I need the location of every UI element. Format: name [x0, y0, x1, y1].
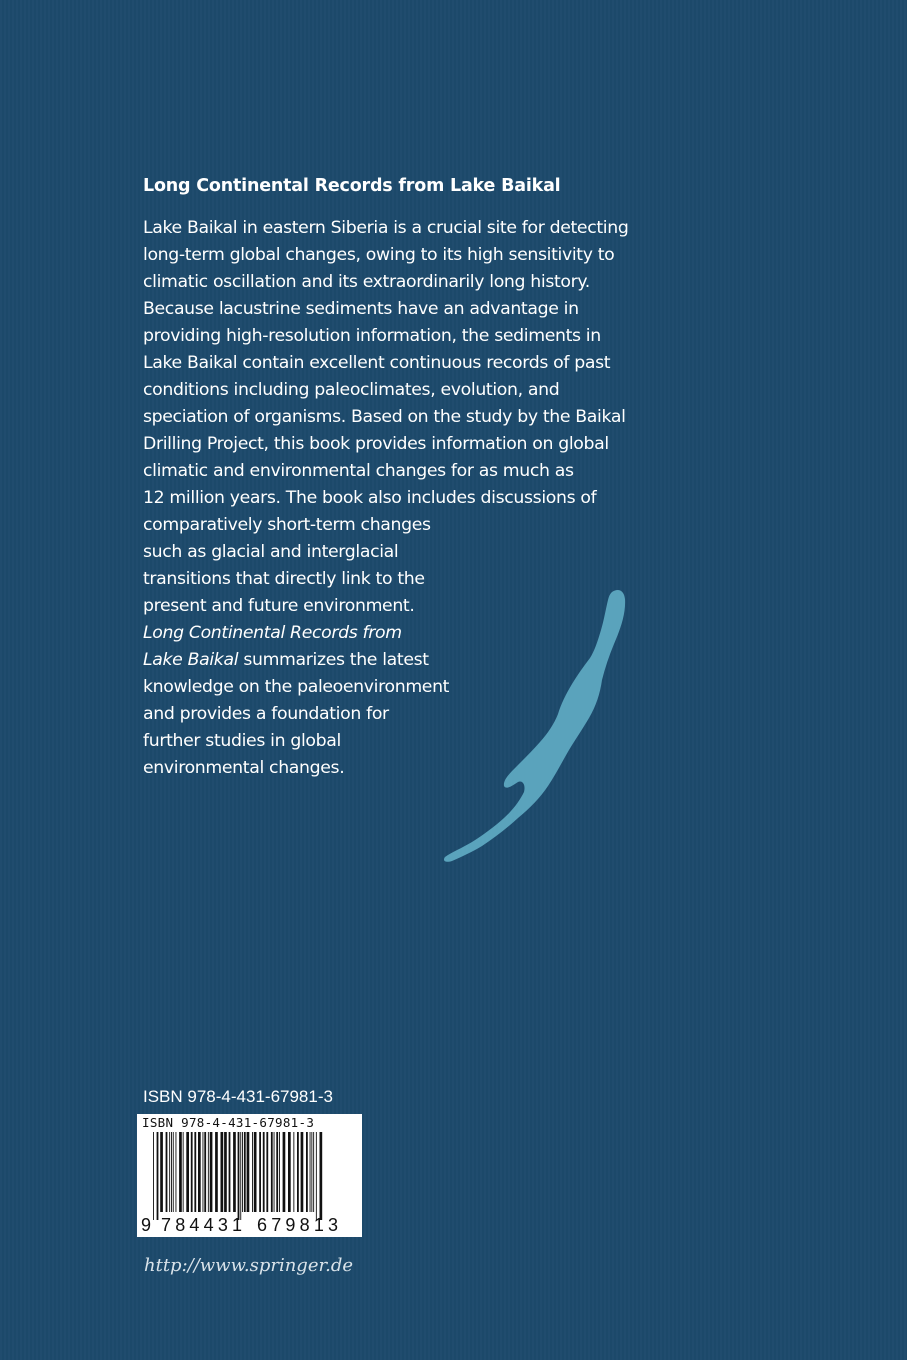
barcode-bar — [171, 1132, 172, 1212]
description-line: climatic oscillation and its extraordinarily long history. — [143, 272, 590, 292]
barcode-bar — [242, 1132, 243, 1212]
description-line: such as glacial and interglacial — [143, 542, 399, 562]
barcode-digits-right: 679813 — [257, 1215, 343, 1235]
barcode-bar — [221, 1132, 224, 1212]
barcode-bar — [198, 1132, 201, 1212]
description-line: speciation of organisms. Based on the study by the Baikal — [143, 407, 626, 427]
barcode-bar — [210, 1132, 213, 1212]
barcode-bar — [160, 1132, 163, 1212]
description-line-italic-title: Long Continental Records from — [143, 623, 402, 643]
description-line: climatic and environmental changes for as much as — [143, 461, 574, 481]
barcode-bar — [254, 1132, 257, 1212]
barcode-digits — [137, 1214, 362, 1236]
barcode-bar — [229, 1132, 231, 1212]
barcode-bar — [276, 1132, 278, 1212]
barcode-bar — [316, 1132, 317, 1220]
barcode-bar — [183, 1132, 184, 1212]
barcode-bar — [297, 1132, 299, 1212]
description-line: transitions that directly link to the — [143, 569, 425, 589]
barcode-bar — [263, 1132, 265, 1212]
barcode-bar — [233, 1132, 236, 1212]
barcode-bar — [247, 1132, 250, 1212]
barcode-bar — [191, 1132, 193, 1212]
isbn-label: ISBN 978-4-431-67981-3 — [143, 1087, 333, 1106]
isbn-barcode — [137, 1114, 362, 1237]
description-line: further studies in global — [143, 731, 341, 751]
description-line: knowledge on the paleoenvironment — [143, 677, 450, 697]
barcode-bar — [306, 1132, 308, 1212]
barcode-bar — [274, 1132, 275, 1212]
publisher-url: http://www.springer.de — [144, 1255, 353, 1276]
barcode-bar — [271, 1132, 273, 1212]
barcode-bar — [259, 1132, 261, 1212]
barcode-bar — [204, 1132, 206, 1212]
description-line: Drilling Project, this book provides information on global — [143, 434, 609, 454]
description-line: Because lacustrine sediments have an advantage in — [143, 299, 579, 319]
description-line: Lake Baikal contain excellent continuous records of past — [143, 353, 611, 373]
book-title: Long Continental Records from Lake Baikal — [143, 176, 561, 196]
barcode-bar — [293, 1132, 294, 1212]
barcode-bar — [288, 1132, 291, 1212]
barcode-bar — [186, 1132, 189, 1212]
barcode-bar — [169, 1132, 170, 1212]
description-line: Lake Baikal in eastern Siberia is a crucial site for detecting — [143, 218, 629, 238]
barcode-bar — [252, 1132, 253, 1212]
barcode-bar — [179, 1132, 182, 1212]
description-line: providing high-resolution information, the sediments in — [143, 326, 601, 346]
description-line: present and future environment. — [143, 596, 415, 616]
barcode-bar — [176, 1132, 177, 1212]
barcode-bar — [320, 1132, 323, 1220]
description-line: and provides a foundation for — [143, 704, 389, 724]
barcode-bar — [153, 1132, 154, 1220]
barcode-digit-prefix: 9 — [141, 1215, 152, 1235]
barcode-digits-left: 784431 — [161, 1215, 247, 1235]
barcode-bar — [173, 1132, 174, 1212]
barcode-bar — [279, 1132, 280, 1212]
description-line: comparatively short-term changes — [143, 515, 431, 535]
barcode-bar — [194, 1132, 196, 1212]
lake-silhouette-shape — [444, 590, 625, 862]
barcode-bar — [208, 1132, 209, 1212]
barcode-bar — [310, 1132, 311, 1212]
description-line: environmental changes. — [143, 758, 345, 778]
barcode-bar — [238, 1132, 240, 1220]
barcode-bar — [313, 1132, 314, 1212]
barcode-bar — [311, 1132, 312, 1212]
barcode-bar — [166, 1132, 168, 1212]
description-line: 12 million years. The book also includes discussions of — [143, 488, 597, 508]
description-line: conditions including paleoclimates, evolution, and — [143, 380, 560, 400]
barcode-header-text: ISBN 978-4-431-67981-3 — [142, 1115, 315, 1130]
barcode-bar — [244, 1132, 246, 1212]
barcode-bar — [240, 1132, 241, 1220]
barcode-bar — [301, 1132, 304, 1212]
description-line: long-term global changes, owing to its high sensitivity to — [143, 245, 615, 265]
barcode-bar — [215, 1132, 218, 1212]
italic-title-fragment: Lake Baikal — [143, 650, 239, 670]
barcode-bar — [224, 1132, 227, 1212]
description-fragment: summarizes the latest — [243, 650, 429, 670]
barcode-bar — [266, 1132, 268, 1212]
barcode-bar — [283, 1132, 286, 1212]
barcode-bar — [203, 1132, 204, 1212]
barcode-bar — [157, 1132, 159, 1220]
